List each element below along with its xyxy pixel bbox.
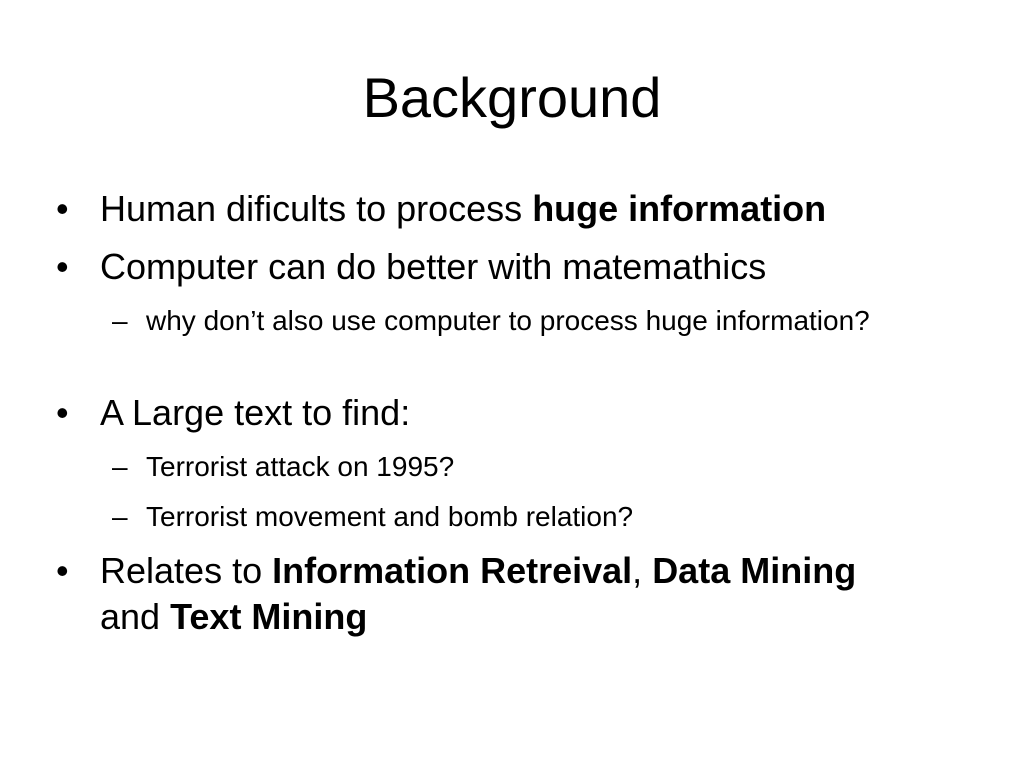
- sub-bullet-marker: –: [112, 501, 128, 532]
- slide-title: Background: [362, 66, 662, 129]
- bullet-text-part: ,: [632, 550, 653, 591]
- sub-bullet-item-2: [112, 448, 872, 486]
- bullet-marker: •: [56, 188, 69, 229]
- bullet-text-bold: Information Retreival: [272, 550, 633, 591]
- bullet-item-3: [56, 390, 976, 436]
- bullet-item-1: [56, 186, 976, 232]
- bullet-text: [100, 548, 976, 640]
- bullet-marker: •: [56, 246, 69, 287]
- bullet-marker: •: [56, 392, 69, 433]
- bullet-text: A Large text to find:: [100, 392, 411, 433]
- sub-bullet-marker: –: [112, 305, 128, 336]
- bullet-text: [100, 186, 976, 232]
- sub-bullet-item-1: [112, 302, 872, 340]
- sub-bullet-item-3: [112, 498, 872, 536]
- bullet-text-bold: Data Mining: [652, 550, 857, 591]
- bullet-text-bold: Text Mining: [170, 596, 368, 637]
- sub-bullet-text: Terrorist movement and bomb relation?: [146, 501, 634, 532]
- sub-bullet-marker: –: [112, 451, 128, 482]
- bullet-text-part: Relates to: [100, 550, 273, 591]
- bullet-text-part: Human dificults to process: [100, 188, 533, 229]
- bullet-text-part: and: [100, 596, 171, 637]
- sub-bullet-text: Terrorist attack on 1995?: [146, 451, 455, 482]
- bullet-marker: •: [56, 550, 69, 591]
- bullet-item-2: [56, 244, 976, 290]
- sub-bullet-text: why don’t also use computer to process huge information?: [146, 305, 870, 336]
- bullet-text: Computer can do better with matemathics: [100, 246, 767, 287]
- bullet-item-4: [56, 548, 976, 640]
- bullet-text-bold: huge information: [532, 188, 827, 229]
